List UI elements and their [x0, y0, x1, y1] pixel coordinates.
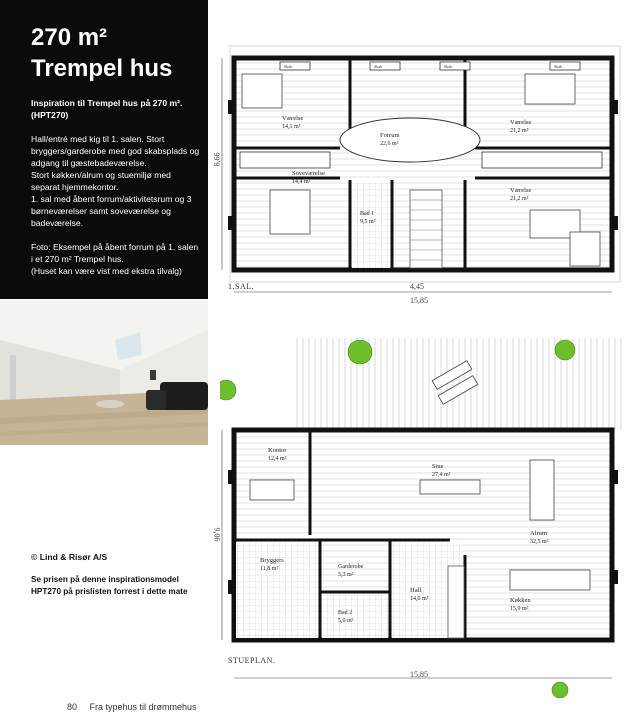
room-label: Bad 1 [360, 211, 375, 217]
ground-dim-width: 15,85 [410, 670, 428, 679]
model-subtitle: Inspiration til Trempel hus på 270 m². (HPT270) [31, 98, 183, 120]
intro-panel [0, 0, 208, 299]
room-area: 14,4 m² [292, 179, 311, 185]
intro-text [31, 97, 201, 289]
closet-label: Skab [284, 64, 292, 69]
room-area: 27,4 m² [432, 472, 451, 478]
model-description: Hall/entré med kig til 1. salen. Stort bryggers/garderobe med god skabsplads og adgang til gæstebadeværelse. Stort køkken/alrum og stuemiljø med separat hjemmekontor. 1. sal med åbent forrum/aktivitetsrum og 3 børneværelser samt soveværelse og badeværelse. [31, 134, 200, 228]
closet-label: Skab [374, 64, 382, 69]
room-label: Værelse [282, 115, 304, 122]
room-area: 32,5 m² [530, 539, 549, 545]
room-label: Værelse [510, 187, 532, 194]
footer-text: Fra typehus til drømmehus [89, 702, 197, 712]
ground-dim-depth: 9,06 [212, 527, 222, 542]
room-label: Køkken [510, 597, 531, 604]
upper-dim-width: 15,85 [410, 296, 428, 305]
room-label: Garderobe [338, 564, 364, 570]
closet-label: Skab [444, 64, 452, 69]
closet-label: Skab [554, 64, 562, 69]
room-area: 9,5 m² [360, 219, 376, 225]
room-label: Bad 2 [338, 610, 353, 616]
upper-dim-depth: 6,66 [212, 152, 222, 167]
interior-photo [0, 300, 208, 445]
room-area: 15,9 m² [510, 606, 529, 612]
upper-plan-label: 1.SAL. [228, 282, 255, 291]
room-area: 22,6 m² [380, 141, 399, 147]
room-label: Bryggers [260, 557, 284, 564]
page-number: 80 [67, 702, 78, 712]
upper-floor-plan [212, 40, 630, 310]
room-area: 5,3 m² [338, 572, 354, 578]
room-label: Hall [410, 587, 422, 594]
room-label: Stue [432, 463, 444, 470]
price-note: Se prisen på denne inspirationsmodel HPT270 på prislisten forrest i dette mate [31, 575, 188, 596]
room-label: Kontor [268, 447, 287, 454]
room-area: 21,2 m² [510, 128, 529, 134]
page-title: 270 m² Trempel hus [31, 24, 173, 82]
room-area: 12,4 m² [268, 456, 287, 462]
page-footer [67, 702, 207, 712]
room-label: Soveværelse [292, 170, 325, 177]
photo-credit: © Lind & Risør A/S [31, 552, 108, 562]
photo-caption: Foto: Eksempel på åbent forrum på 1. salen i et 270 m² Trempel hus. (Huset kan være vist med ekstra tilvalg) [31, 242, 199, 276]
upper-dim-inner: 4,45 [410, 282, 424, 291]
room-area: 21,2 m² [510, 196, 529, 202]
room-area: 14,0 m² [410, 596, 429, 602]
room-label: Alrum [530, 530, 547, 537]
ground-floor-plan [212, 330, 630, 700]
room-label: Forrum [380, 132, 400, 139]
room-area: 5,0 m² [338, 618, 354, 624]
room-area: 11,8 m² [260, 566, 279, 572]
room-label: Værelse [510, 119, 532, 126]
room-area: 14,1 m² [282, 124, 301, 130]
ground-plan-label: STUEPLAN. [228, 656, 276, 665]
